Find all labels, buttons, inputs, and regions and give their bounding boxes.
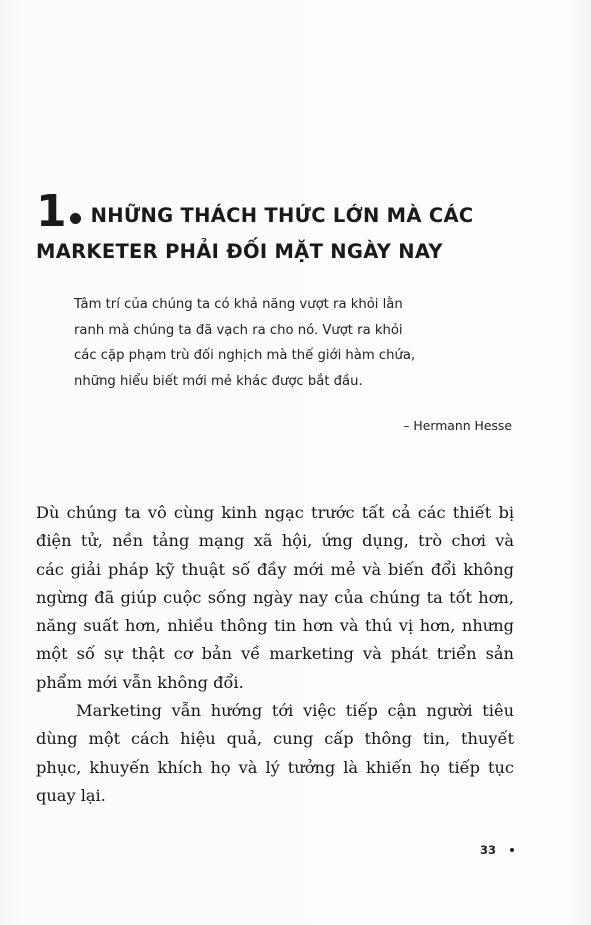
chapter-title-line2: MARKETER PHẢI ĐỐI MẶT NGÀY NAY [36,240,443,263]
paragraph-2 [36,697,514,810]
body-line: dùng một cách hiệu quả, cung cấp thông tin, thuyết [36,729,514,749]
chapter-title-line1: NHỮNG THÁCH THỨC LỚN MÀ CÁC [90,204,474,227]
chapter-heading [36,186,556,264]
chapter-number: 1 [36,186,66,237]
body-line: Dù chúng ta vô cùng kinh ngạc trước tất cả các thiết bị [36,503,514,522]
epigraph-line: những hiểu biết mới mẻ khác được bắt đầu. [74,373,363,389]
body-line: Marketing vẫn hướng tới việc tiếp cận người tiêu [76,701,514,721]
body-line: một số sự thật cơ bản về marketing và phát triển sản [36,644,514,664]
chapter-number-dot [70,213,81,224]
epigraph-quote [74,292,524,394]
footer-bullet-icon [510,848,514,852]
paragraph-1 [36,499,514,697]
body-line: các giải pháp kỹ thuật số đầy mới mẻ và biến đổi không [36,559,514,579]
epigraph-line: các cặp phạm trù đối nghịch mà thế giới hàm chứa, [74,348,416,363]
body-line: ngừng đã giúp cuộc sống ngày nay của chúng ta tốt hơn, [36,587,514,607]
body-line: năng suất hơn, nhiều thông tin hơn và thú vị hơn, nhưng [36,616,514,636]
body-line: phục, khuyến khích họ và lý tưởng là khiến họ tiếp tục [36,757,514,777]
body-line: quay lại. [36,785,106,805]
epigraph-line: Tâm trí của chúng ta có khả năng vượt ra khỏi lằn [74,297,403,312]
epigraph-line: ranh mà chúng ta đã vạch ra cho nó. Vượt ra khỏi [74,322,403,338]
page-number: 33 [479,843,496,857]
epigraph-attribution: – Hermann Hesse [403,418,512,433]
page-footer [480,843,514,857]
body-line: điện tử, nền tảng mạng xã hội, ứng dụng, trò chơi và [36,531,514,551]
body-text [36,499,514,810]
chapter-heading-line1 [36,186,556,237]
body-line: phẩm mới vẫn không đổi. [36,672,244,692]
